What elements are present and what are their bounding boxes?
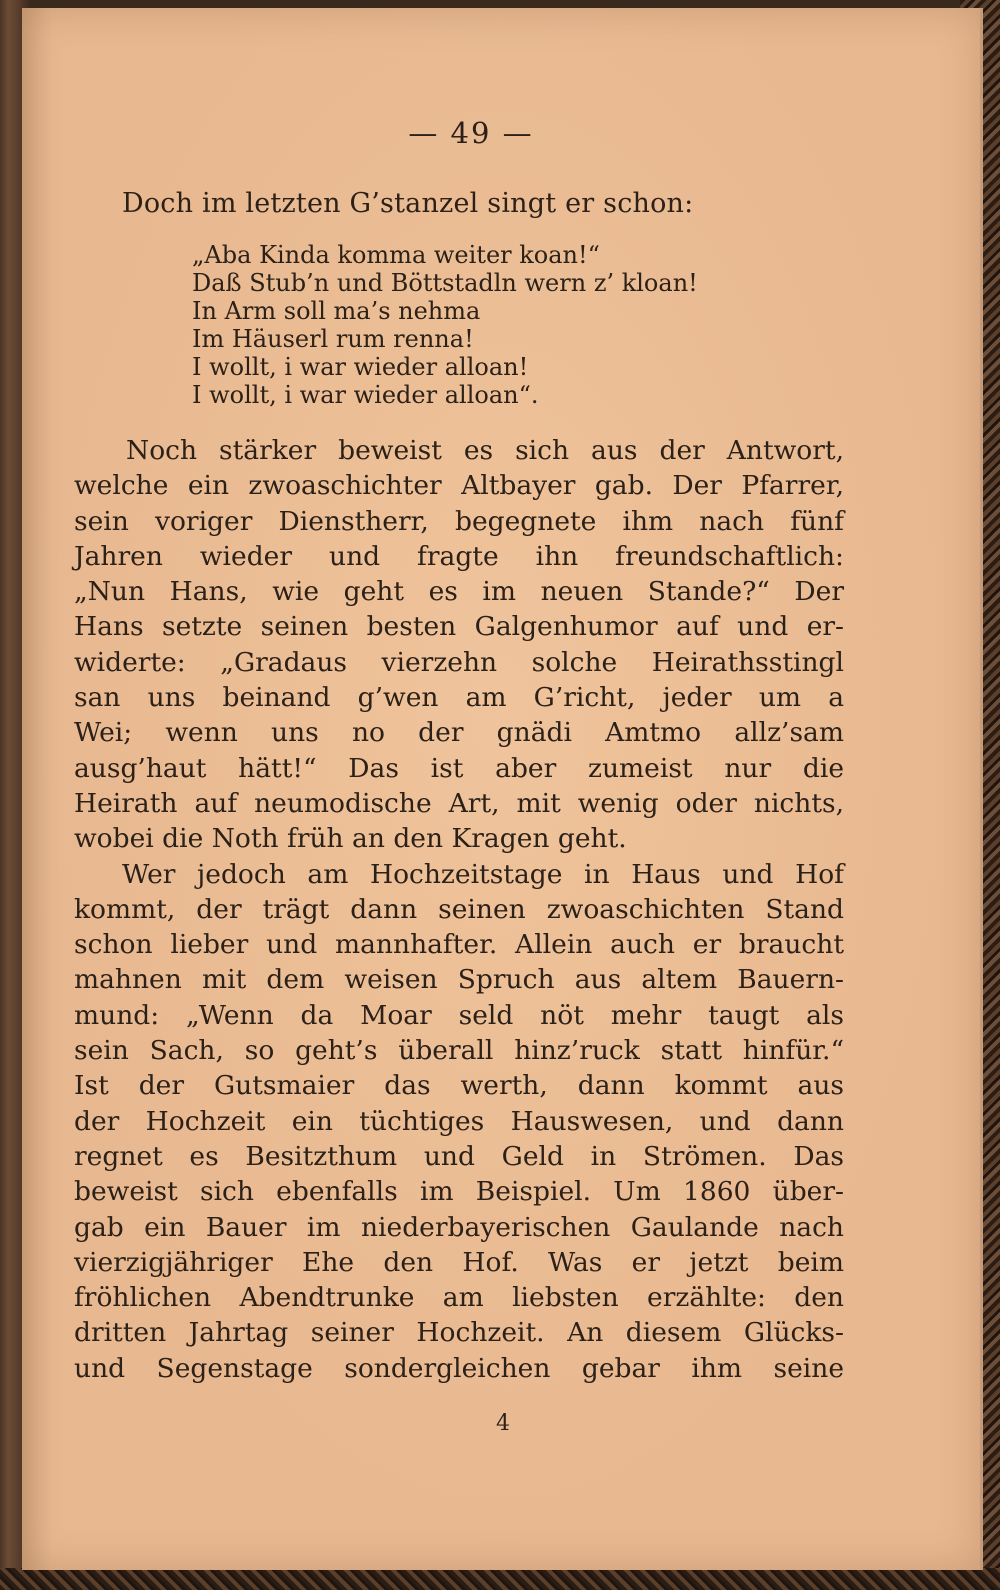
verse-block [192, 241, 698, 409]
prose-line: san uns beinand g’wen am G’richt, jeder um a [74, 682, 844, 714]
prose-line: welche ein zwoaschichter Altbayer gab. Der Pfarrer, [74, 470, 844, 502]
prose-line: beweist sich ebenfalls im Beispiel. Um 1860 über- [74, 1176, 844, 1208]
verse-line: I wollt, i war wieder alloan“. [192, 381, 539, 409]
page-number: — 49 — [408, 116, 534, 150]
prose-line: Noch stärker beweist es sich aus der Antwort, [126, 435, 844, 466]
intro-line: Doch im letzten G’stanzel singt er schon: [122, 188, 694, 219]
verse-line: Im Häuserl rum renna! [192, 325, 474, 353]
prose-line: sein Sach, so geht’s überall hinz’ruck statt hinfür.“ [74, 1035, 844, 1067]
verse-line: I wollt, i war wieder alloan! [192, 353, 529, 381]
prose-line: Hans setzte seinen besten Galgenhumor auf und er- [74, 611, 844, 643]
prose-line: vierzigjähriger Ehe den Hof. Was er jetzt beim [74, 1246, 844, 1278]
prose-line: widerte: „Gradaus vierzehn solche Heirathsstingl [74, 646, 844, 678]
prose-line: fröhlichen Abendtrunke am liebsten erzählte: den [74, 1282, 844, 1314]
signature-mark: 4 [496, 1411, 510, 1436]
prose-block [74, 433, 844, 1386]
prose-line: Jahren wieder und fragte ihn freundschaftlich: [74, 540, 844, 572]
verse-line: Daß Stub’n und Böttstadln wern z’ kloan! [192, 269, 698, 297]
prose-line: dritten Jahrtag seiner Hochzeit. An diesem Glücks- [74, 1317, 844, 1349]
prose-line: der Hochzeit ein tüchtiges Hauswesen, und dann [74, 1105, 844, 1137]
prose-line: Wei; wenn uns no der gnädi Amtmo allz’sam [74, 717, 844, 749]
prose-line: kommt, der trägt dann seinen zwoaschichten Stand [74, 893, 844, 925]
prose-line: Wer jedoch am Hochzeitstage in Haus und Hof [122, 858, 844, 890]
prose-line: mahnen mit dem weisen Spruch aus altem Bauern- [74, 964, 844, 996]
prose-line: Heirath auf neumodische Art, mit wenig oder nichts, [74, 787, 844, 819]
prose-line: sein voriger Dienstherr, begegnete ihm nach fünf [74, 505, 844, 537]
prose-line: regnet es Besitzthum und Geld in Strömen. Das [74, 1140, 844, 1172]
verse-line: „Aba Kinda komma weiter koan!“ [192, 241, 600, 269]
verse-line: In Arm soll ma’s nehma [192, 297, 481, 325]
prose-line: und Segenstage sondergleichen gebar ihm seine [74, 1352, 844, 1384]
prose-line: wobei die Noth früh an den Kragen geht. [74, 823, 627, 855]
prose-line: gab ein Bauer im niederbayerischen Gaulande nach [74, 1211, 844, 1243]
book-cover-bottom [0, 1568, 1000, 1590]
prose-line: schon lieber und mannhafter. Allein auch er braucht [74, 929, 844, 961]
prose-line: ausg’haut hätt!“ Das ist aber zumeist nur die [74, 752, 844, 784]
book-page [22, 8, 983, 1570]
prose-line: Ist der Gutsmaier das werth, dann kommt aus [74, 1070, 844, 1102]
prose-line: mund: „Wenn da Moar seld nöt mehr taugt als [74, 999, 844, 1031]
prose-line: „Nun Hans, wie geht es im neuen Stande?“ Der [74, 576, 844, 608]
